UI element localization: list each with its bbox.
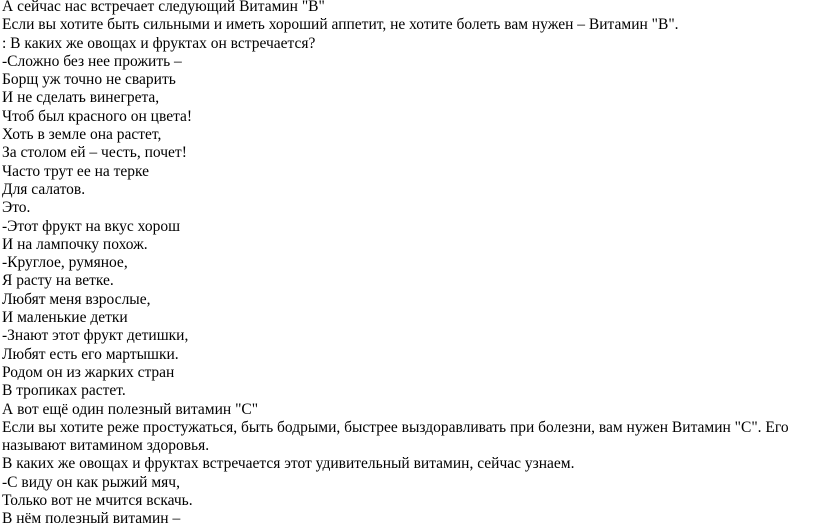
- text-paragraph: Если вы хотите реже простужаться, быть бодрыми, быстрее выздоравливать при болезни, вам нужен Витамин "С". Его называют витамином здоровья.: [2, 418, 789, 455]
- text-line: -С виду он как рыжий мяч,: [2, 473, 180, 491]
- text-line: За столом ей – честь, почет!: [2, 144, 187, 162]
- text-line: В тропиках растет.: [2, 382, 126, 400]
- text-line: -Круглое, румяное,: [2, 254, 128, 272]
- text-line: В каких же овощах и фруктах встречается этот удивительный витамин, сейчас узнаем.: [2, 455, 575, 473]
- text-line: Чтоб был красного он цвета!: [2, 107, 193, 125]
- text-line: И маленькие детки: [2, 309, 128, 327]
- text-line: Любят есть его мартышки.: [2, 345, 179, 363]
- text-line: Это.: [2, 199, 31, 217]
- text-line: Любят меня взрослые,: [2, 290, 151, 308]
- document-body: [2, 0, 812, 529]
- text-line: Родом он из жарких стран: [2, 363, 175, 381]
- text-line: -Сложно без нее прожить –: [2, 52, 182, 70]
- text-line: Если вы хотите быть сильными и иметь хороший аппетит, не хотите болеть вам нужен – Витамин "В".: [2, 16, 679, 34]
- text-line: И не сделать винегрета,: [2, 89, 160, 107]
- text-line: Борщ уж точно не сварить: [2, 71, 176, 89]
- text-line: А вот ещё один полезный витамин "С": [2, 400, 259, 418]
- text-line: Я расту на ветке.: [2, 272, 114, 290]
- text-line: Для салатов.: [2, 180, 86, 198]
- text-line: Только вот не мчится вскачь.: [2, 492, 193, 510]
- text-line: А сейчас нас встречает следующий Витамин "В": [2, 0, 325, 15]
- text-line: : В каких же овощах и фруктах он встречается?: [2, 34, 316, 52]
- text-line: -Знают этот фрукт детишки,: [2, 327, 189, 345]
- text-line: -Этот фрукт на вкус хорош: [2, 217, 181, 235]
- text-line: Хоть в земле она растет,: [2, 126, 162, 144]
- text-line: Часто трут ее на терке: [2, 162, 150, 180]
- text-line: И на лампочку похож.: [2, 235, 148, 253]
- text-line: В нём полезный витамин –: [2, 510, 181, 528]
